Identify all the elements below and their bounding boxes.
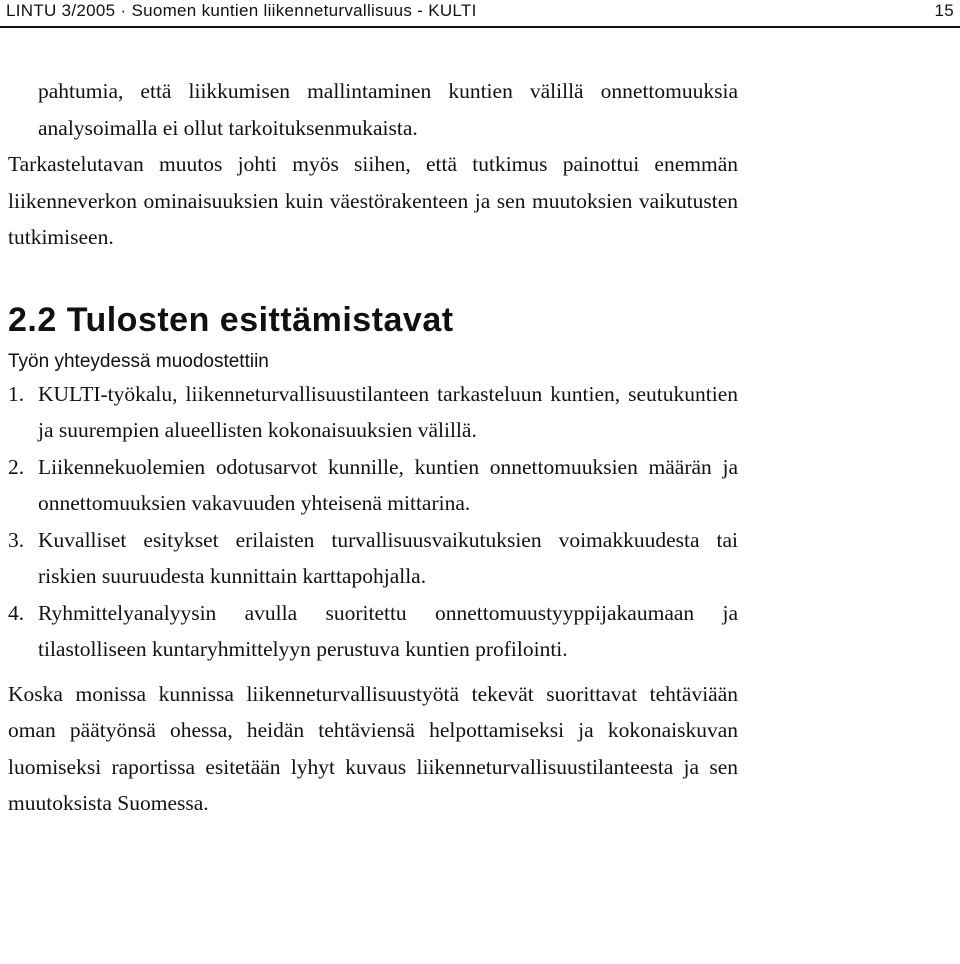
list-item-text: Ryhmittelyanalyysin avulla suoritettu onnettomuustyyppijakaumaan ja tilastolliseen kuntaryhmittelyyn perustuva kuntien profilointi. (38, 600, 738, 661)
running-header-title: LINTU 3/2005 · Suomen kuntien liikenneturvallisuus - KULTI (6, 1, 477, 20)
intro-paragraph-1: pahtumia, että liikkumisen mallintaminen kuntien välillä onnettomuuksia analysoimalla ei ollut tarkoituksenmukaista. (38, 79, 738, 140)
list-item (8, 595, 738, 668)
closing-paragraph: Koska monissa kunnissa liikenneturvallisuustyötä tekevät suorittavat tehtäviään oman päätyönsä ohessa, heidän tehtäviensä helpottamiseksi ja kokonaiskuvan luomiseksi raportissa esitetään lyhyt kuvaus liikenneturvallisuustilanteesta ja sen muutoksista Suomessa. (8, 681, 738, 815)
list-item-text: Liikennekuolemien odotusarvot kunnille, kuntien onnettomuuksien määrän ja onnettomuuksien vakavuuden yhteisenä mittarina. (38, 454, 738, 515)
list-item-number: 3. (8, 527, 25, 552)
numbered-list (8, 376, 738, 668)
page-body (8, 73, 738, 822)
section-lead: Työn yhteydessä muodostettiin (8, 350, 269, 372)
list-item (8, 522, 738, 595)
list-item-number: 4. (8, 600, 25, 625)
list-item-number: 1. (8, 381, 25, 406)
section-heading: 2.2 Tulosten esittämistavat (8, 300, 454, 339)
list-item-number: 2. (8, 454, 25, 479)
list-item (8, 376, 738, 449)
list-item-text: Kuvalliset esitykset erilaisten turvallisuusvaikutuksien voimakkuudesta tai riskien suuruudesta kunnittain karttapohjalla. (38, 527, 738, 588)
running-header (6, 0, 954, 24)
list-item (8, 449, 738, 522)
header-divider (0, 26, 960, 28)
page-number: 15 (934, 1, 954, 20)
intro-paragraph-2: Tarkastelutavan muutos johti myös siihen, että tutkimus painottui enemmän liikenneverkon ominaisuuksien kuin väestörakenteen ja sen muutoksien vaikutusten tutkimiseen. (8, 152, 738, 249)
list-item-text: KULTI-työkalu, liikenneturvallisuustilanteen tarkasteluun kuntien, seutukuntien ja suurempien alueellisten kokonaisuuksien välillä. (38, 381, 738, 442)
